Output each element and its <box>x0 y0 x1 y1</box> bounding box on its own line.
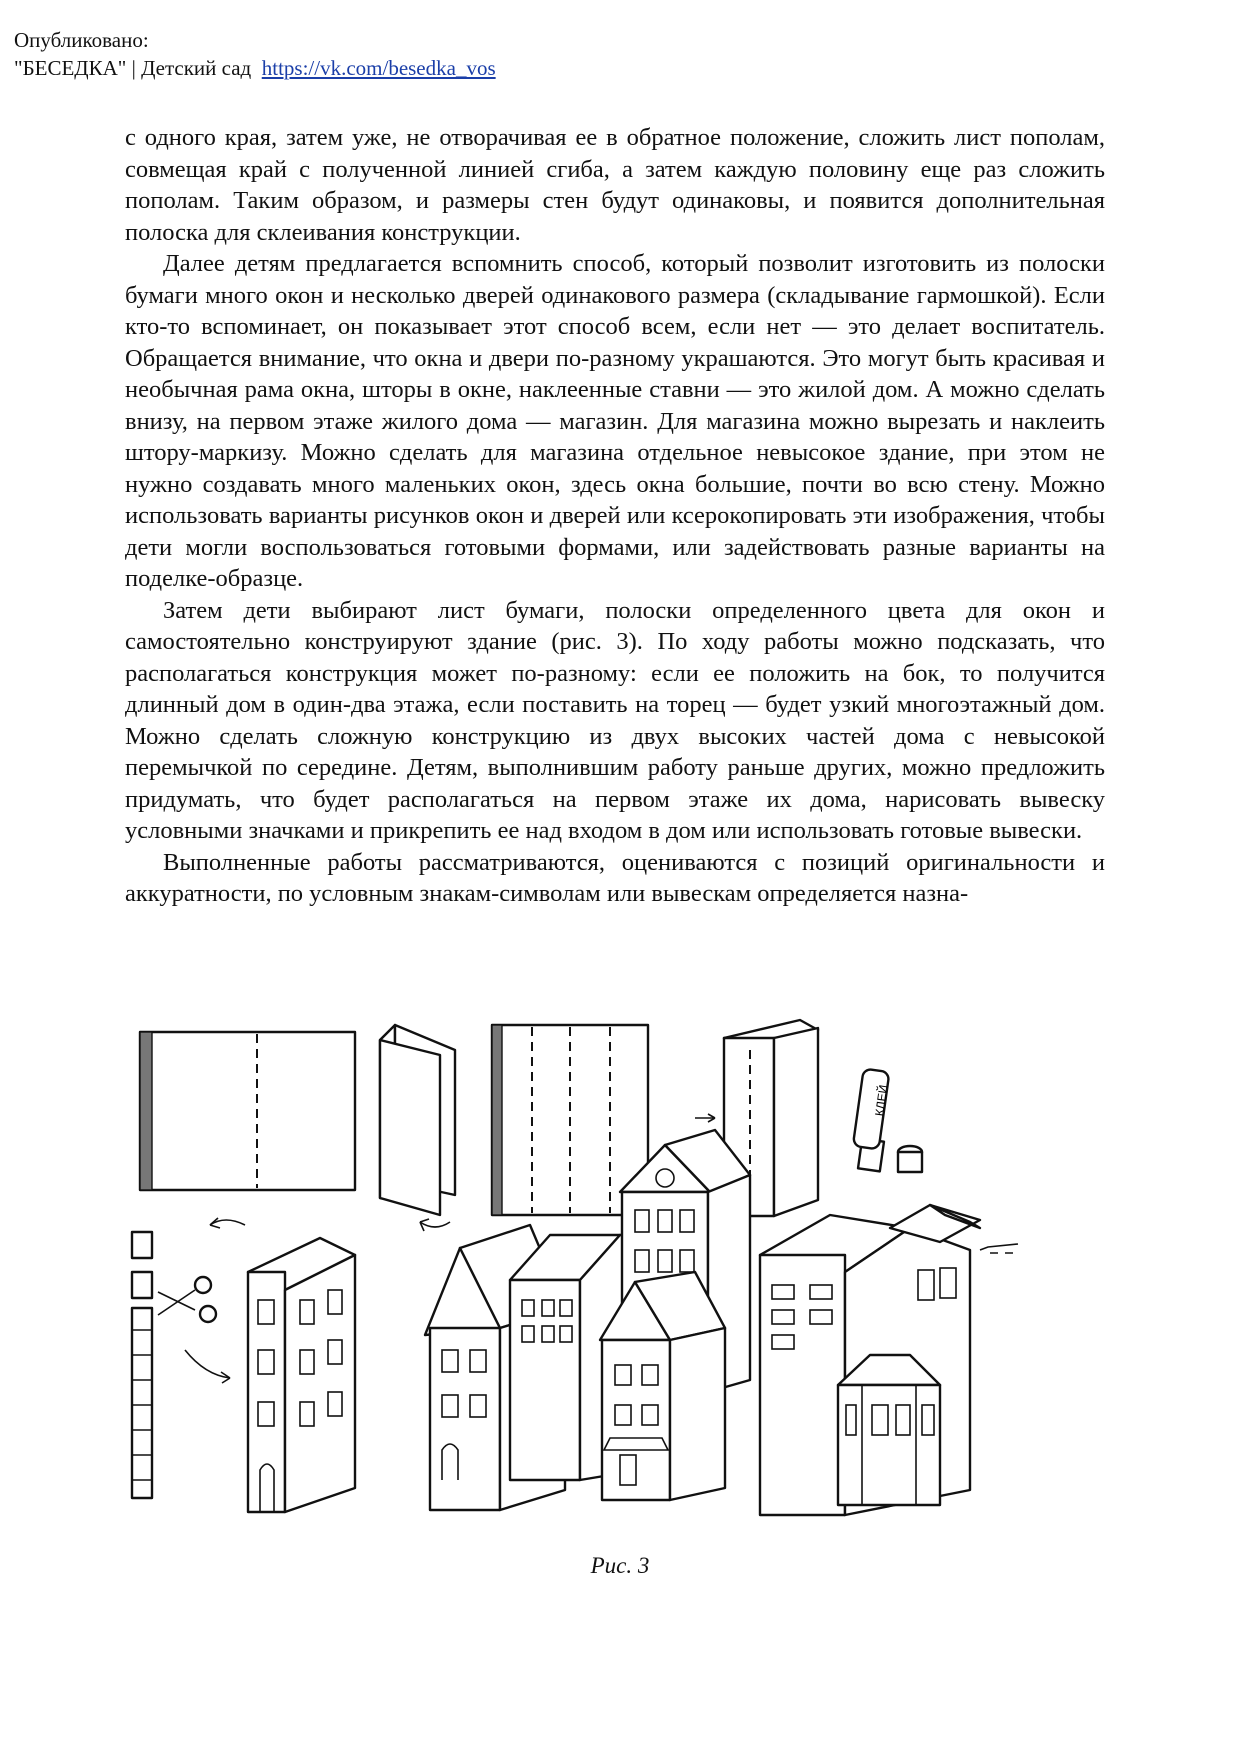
step-sheet-folded-half <box>380 1025 455 1231</box>
paragraph: с одного края, затем уже, не отворачивая ее в обратное положение, сложить лист пополам, совмещая край с полученной линией сгиба, а затем каждую половину еще раз сложить пополам. Таким образом, и размеры стен будут одинаковы, и появится дополнительная полоска для склеивания конструкции. <box>125 124 1105 246</box>
window-strip <box>132 1232 152 1498</box>
paragraph: Далее детям предлагается вспомнить способ, который позволит изготовить из полоски бумаги много окон и несколько дверей одинакового размера (складывание гармошкой). Если кто-то вспоминает, он показывает этот способ всем, если нет — это делает воспитатель. Обращается внимание, что окна и двери по-разному украшаются. Это могут быть красивая и необычная рама окна, шторы в окне, наклеенные ставни — это жилой дом. А можно сделать внизу, на первом этаже жилого дома — магазин. Для магазина можно вырезать и наклеить штору-маркизу. Можно сделать для магазина отдельное невысокое здание, при этом не нужно создавать много маленьких окон, здесь окна большие, почти во всю стену. Можно использовать варианты рисунков окон и дверей или ксерокопировать эти изображения, чтобы дети могли воспользоваться готовыми формами, или задействовать разные варианты на поделке-образце. <box>125 250 1105 592</box>
source-link[interactable]: https://vk.com/besedka_vos <box>261 56 496 80</box>
source-line <box>14 54 496 82</box>
paragraph: Выполненные работы рассматриваются, оцениваются с позиций оригинальности и аккуратности, по условным знакам-символам или вывескам определяется назна- <box>125 848 1105 907</box>
glue-stick-icon <box>853 1069 922 1172</box>
published-label: Опубликовано: <box>14 28 149 52</box>
construction-illustration <box>110 1010 1160 1520</box>
scissors-icon <box>158 1277 230 1383</box>
tall-house <box>248 1238 355 1512</box>
paragraph: Затем дети выбирают лист бумаги, полоски определенного цвета для окон и самостоятельно конструируют здание (рис. 3). По ходу работы можно подсказать, что располагаться конструкция может по-разному: если ее положить на бок, то получится длинный дом в один-два этажа, если поставить на торец — будет узкий многоэтажный дом. Можно сделать сложную конструкцию из двух высоких частей дома с невысокой перемычкой по середине. Детям, выполнившим работу раньше других, можно предложить придумать, что будет располагаться на первом этаже их дома, нарисовать вывеску условными значками и прикрепить ее над входом в дом или использовать готовые вывески. <box>125 596 1105 844</box>
figure-caption: Рис. 3 <box>590 1553 650 1578</box>
source-name: "БЕСЕДКА" | Детский сад <box>14 56 252 80</box>
step-sheet-fold-edge <box>140 1032 355 1228</box>
glue-label: КЛЕЙ <box>872 1083 891 1118</box>
body-text <box>125 122 1105 910</box>
publication-header <box>14 26 496 82</box>
